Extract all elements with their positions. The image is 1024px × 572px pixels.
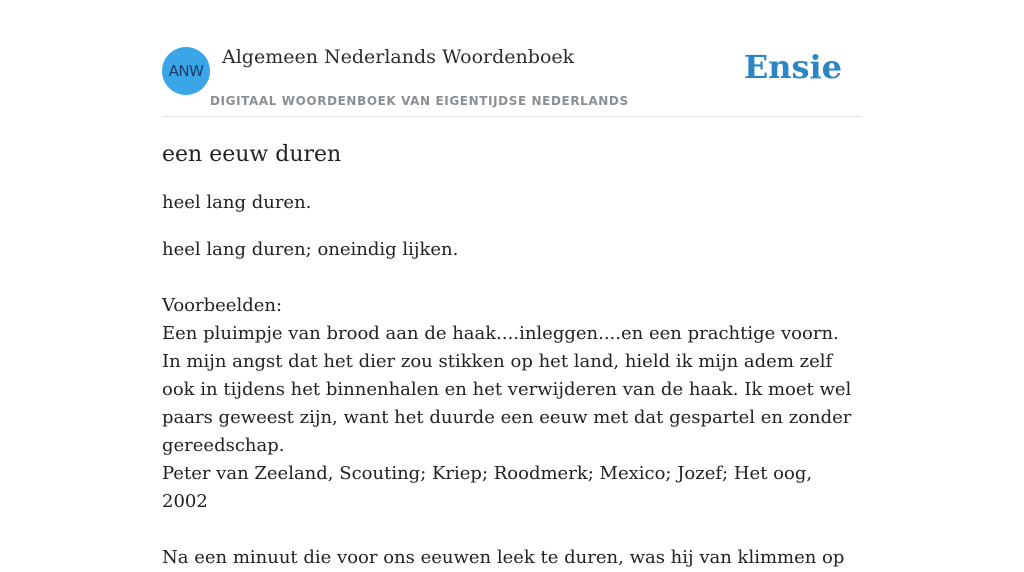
dictionary-subtitle: DIGITAAL WOORDENBOEK VAN EIGENTIJDSE NEDERLANDS bbox=[210, 94, 629, 108]
example-source: Peter van Zeeland, Scouting; Kriep; Roodmerk; Mexico; Jozef; Het oog, 2002 bbox=[162, 463, 813, 512]
example-text: Een pluimpje van brood aan de haak....inleggen....en een prachtige voorn. In mijn angst dat het dier zou stikken op het land, hield ik mijn adem zelf ook in tijdens het binnenhalen en het verwijderen van de haak. Ik moet wel paars geweest zijn, want het duurde een eeuw met dat gespartel en zonder gereedschap. bbox=[162, 323, 852, 456]
logo-text: ANW bbox=[168, 62, 204, 80]
site-header bbox=[162, 40, 862, 117]
anw-logo[interactable] bbox=[162, 47, 210, 95]
dictionary-title[interactable]: Algemeen Nederlands Woordenboek bbox=[222, 46, 575, 68]
entry-content bbox=[162, 138, 862, 572]
entry-description: heel lang duren; oneindig lijken. bbox=[162, 239, 459, 260]
examples-heading: Voorbeelden: bbox=[162, 295, 283, 316]
entry-term: een eeuw duren bbox=[162, 142, 342, 167]
entry-definition: heel lang duren. bbox=[162, 192, 312, 213]
example-text: Na een minuut die voor ons eeuwen leek te duren, was hij van klimmen op bbox=[162, 547, 845, 568]
ensie-logo[interactable]: Ensie bbox=[743, 48, 842, 86]
